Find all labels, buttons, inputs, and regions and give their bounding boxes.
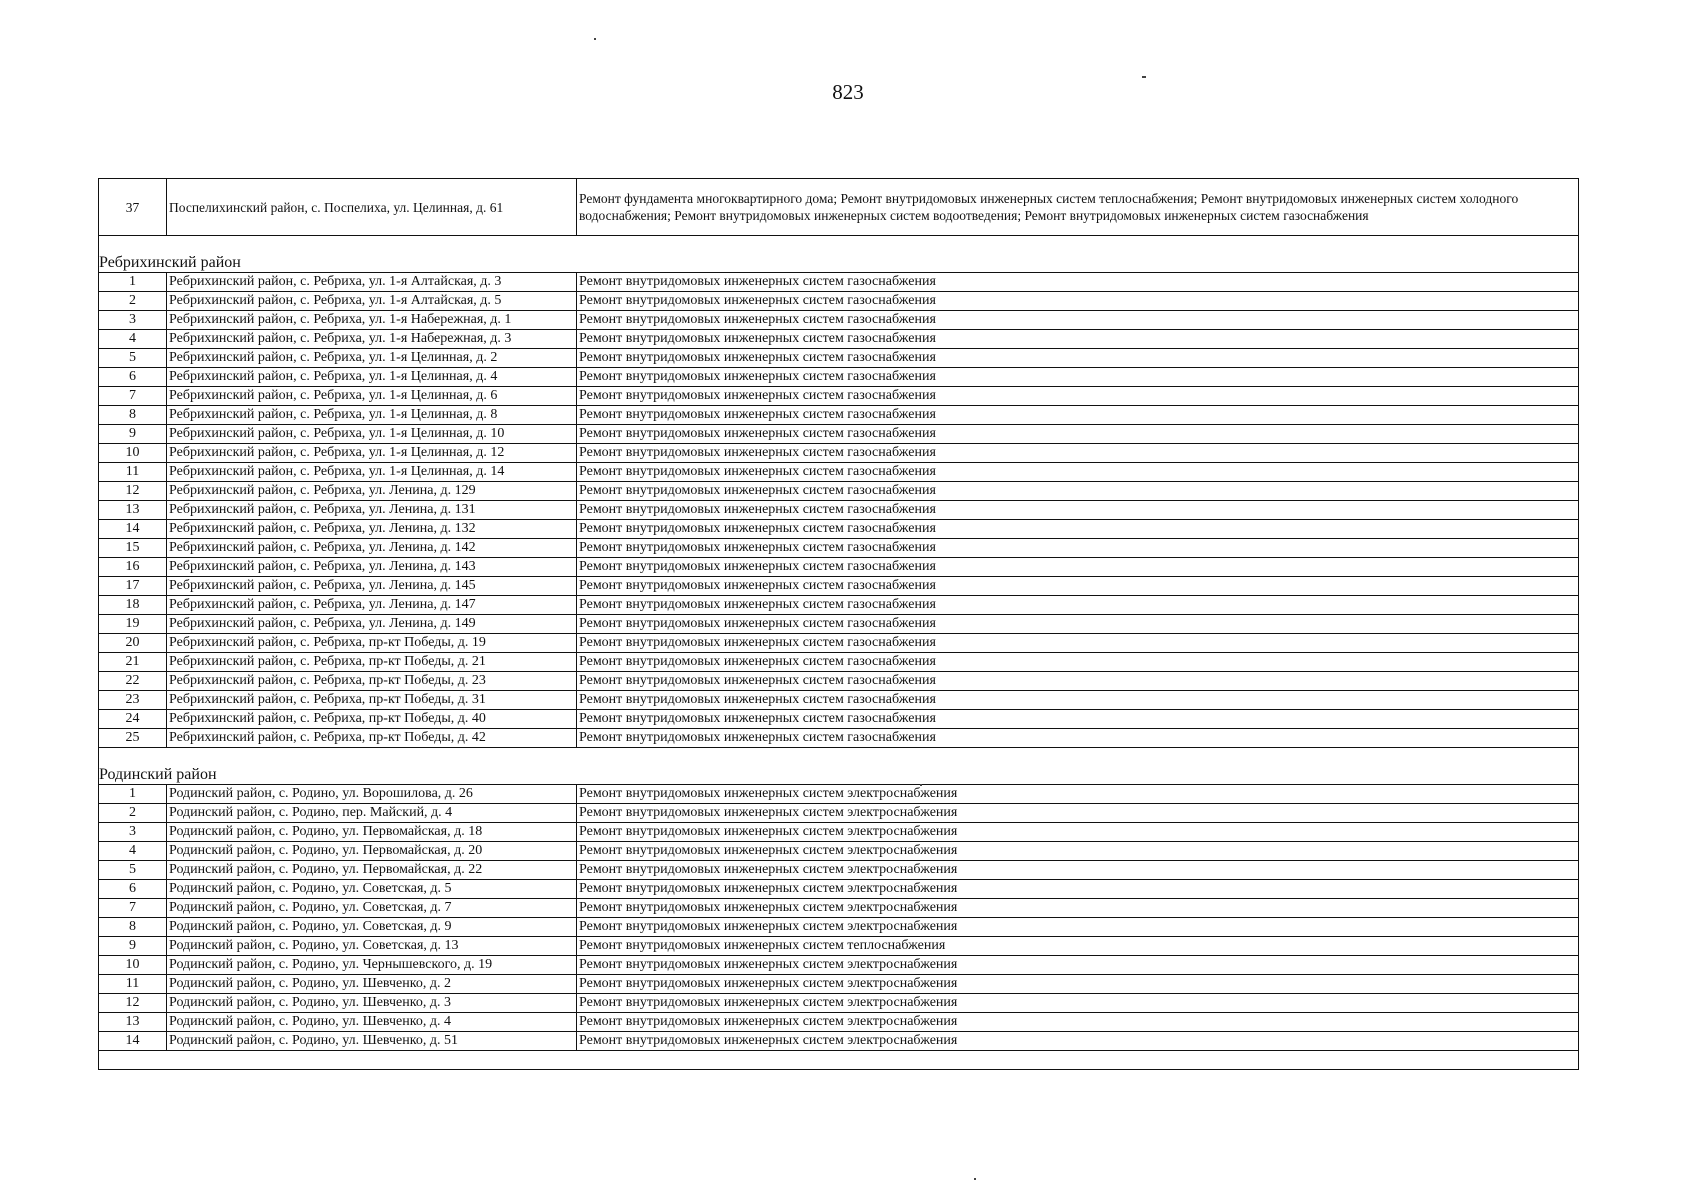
row-number: 22 <box>99 672 167 691</box>
row-address: Ребрихинский район, с. Ребриха, ул. 1-я Целинная, д. 14 <box>167 463 577 482</box>
scan-speck <box>920 784 922 786</box>
page-number: 823 <box>832 80 864 104</box>
row-number: 6 <box>99 368 167 387</box>
table-row <box>99 785 1579 804</box>
row-work: Ремонт фундамента многоквартирного дома; Ремонт внутридомовых инженерных систем теплоснабжения; Ремонт внутридомовых инженерных систем холодного водоснабжения; Ремонт внутридомовых инженерных систем водоотведения; Ремонт внутридомовых инженерных систем газоснабжения <box>577 179 1579 236</box>
row-address: Родинский район, с. Родино, ул. Первомайская, д. 18 <box>167 823 577 842</box>
table-row <box>99 880 1579 899</box>
table-row <box>99 710 1579 729</box>
row-number: 7 <box>99 899 167 918</box>
row-work: Ремонт внутридомовых инженерных систем электроснабжения <box>577 804 1579 823</box>
row-work: Ремонт внутридомовых инженерных систем электроснабжения <box>577 1032 1579 1051</box>
table-row <box>99 937 1579 956</box>
row-work: Ремонт внутридомовых инженерных систем газоснабжения <box>577 463 1579 482</box>
row-address: Ребрихинский район, с. Ребриха, ул. 1-я Целинная, д. 6 <box>167 387 577 406</box>
row-number: 23 <box>99 691 167 710</box>
row-number: 12 <box>99 482 167 501</box>
row-number: 3 <box>99 311 167 330</box>
row-work: Ремонт внутридомовых инженерных систем электроснабжения <box>577 956 1579 975</box>
row-work: Ремонт внутридомовых инженерных систем газоснабжения <box>577 558 1579 577</box>
row-work: Ремонт внутридомовых инженерных систем электроснабжения <box>577 975 1579 994</box>
row-number: 14 <box>99 1032 167 1051</box>
row-number: 11 <box>99 975 167 994</box>
scan-speck <box>974 1178 976 1180</box>
spacer-cell <box>99 748 1579 767</box>
row-number: 2 <box>99 804 167 823</box>
table-row <box>99 482 1579 501</box>
row-address: Родинский район, с. Родино, ул. Шевченко, д. 3 <box>167 994 577 1013</box>
table-row <box>99 994 1579 1013</box>
table-row <box>99 653 1579 672</box>
table-row <box>99 520 1579 539</box>
table-row <box>99 975 1579 994</box>
row-address: Ребрихинский район, с. Ребриха, ул. 1-я Целинная, д. 4 <box>167 368 577 387</box>
row-number: 37 <box>99 179 167 236</box>
row-address: Ребрихинский район, с. Ребриха, ул. 1-я Алтайская, д. 5 <box>167 292 577 311</box>
row-work: Ремонт внутридомовых инженерных систем газоснабжения <box>577 368 1579 387</box>
row-address: Ребрихинский район, с. Ребриха, ул. 1-я Целинная, д. 8 <box>167 406 577 425</box>
row-number: 16 <box>99 558 167 577</box>
table-row <box>99 615 1579 634</box>
row-number: 3 <box>99 823 167 842</box>
row-number: 18 <box>99 596 167 615</box>
row-number: 1 <box>99 273 167 292</box>
row-address: Ребрихинский район, с. Ребриха, ул. Ленина, д. 131 <box>167 501 577 520</box>
row-work: Ремонт внутридомовых инженерных систем электроснабжения <box>577 861 1579 880</box>
table-row <box>99 823 1579 842</box>
row-number: 20 <box>99 634 167 653</box>
row-work: Ремонт внутридомовых инженерных систем газоснабжения <box>577 406 1579 425</box>
row-address: Ребрихинский район, с. Ребриха, ул. Ленина, д. 149 <box>167 615 577 634</box>
row-work: Ремонт внутридомовых инженерных систем газоснабжения <box>577 710 1579 729</box>
table-end-row <box>99 1051 1579 1070</box>
table-row <box>99 292 1579 311</box>
table-row <box>99 349 1579 368</box>
table-row <box>99 596 1579 615</box>
row-work: Ремонт внутридомовых инженерных систем газоснабжения <box>577 425 1579 444</box>
row-address: Родинский район, с. Родино, ул. Советская, д. 9 <box>167 918 577 937</box>
row-work: Ремонт внутридомовых инженерных систем электроснабжения <box>577 842 1579 861</box>
row-address: Ребрихинский район, с. Ребриха, пр-кт Победы, д. 21 <box>167 653 577 672</box>
row-address: Ребрихинский район, с. Ребриха, ул. Ленина, д. 145 <box>167 577 577 596</box>
repair-table-sheet <box>98 178 1578 1070</box>
row-address: Ребрихинский район, с. Ребриха, пр-кт Победы, д. 31 <box>167 691 577 710</box>
row-number: 2 <box>99 292 167 311</box>
row-number: 25 <box>99 729 167 748</box>
row-work: Ремонт внутридомовых инженерных систем газоснабжения <box>577 691 1579 710</box>
row-address: Родинский район, с. Родино, ул. Чернышевского, д. 19 <box>167 956 577 975</box>
row-work: Ремонт внутридомовых инженерных систем газоснабжения <box>577 292 1579 311</box>
row-address: Ребрихинский район, с. Ребриха, ул. Ленина, д. 132 <box>167 520 577 539</box>
table-row <box>99 918 1579 937</box>
table-row <box>99 558 1579 577</box>
row-work: Ремонт внутридомовых инженерных систем газоснабжения <box>577 672 1579 691</box>
table-row <box>99 861 1579 880</box>
row-number: 11 <box>99 463 167 482</box>
table-row <box>99 672 1579 691</box>
table-row <box>99 691 1579 710</box>
row-work: Ремонт внутридомовых инженерных систем газоснабжения <box>577 387 1579 406</box>
district-title: Родинский район <box>99 766 1579 785</box>
section-spacer <box>99 236 1579 255</box>
row-number: 12 <box>99 994 167 1013</box>
row-work: Ремонт внутридомовых инженерных систем теплоснабжения <box>577 937 1579 956</box>
table-row <box>99 634 1579 653</box>
row-address: Ребрихинский район, с. Ребриха, ул. Ленина, д. 129 <box>167 482 577 501</box>
row-work: Ремонт внутридомовых инженерных систем газоснабжения <box>577 349 1579 368</box>
row-address: Ребрихинский район, с. Ребриха, пр-кт Победы, д. 23 <box>167 672 577 691</box>
row-address: Ребрихинский район, с. Ребриха, ул. 1-я Целинная, д. 10 <box>167 425 577 444</box>
row-number: 8 <box>99 406 167 425</box>
row-address: Родинский район, с. Родино, пер. Майский, д. 4 <box>167 804 577 823</box>
row-work: Ремонт внутридомовых инженерных систем газоснабжения <box>577 482 1579 501</box>
table-row <box>99 444 1579 463</box>
row-work: Ремонт внутридомовых инженерных систем электроснабжения <box>577 823 1579 842</box>
repair-table-body <box>99 179 1579 1070</box>
row-work: Ремонт внутридомовых инженерных систем газоснабжения <box>577 311 1579 330</box>
row-number: 24 <box>99 710 167 729</box>
row-number: 10 <box>99 956 167 975</box>
row-address: Ребрихинский район, с. Ребриха, ул. Ленина, д. 142 <box>167 539 577 558</box>
row-number: 1 <box>99 785 167 804</box>
row-number: 9 <box>99 937 167 956</box>
row-number: 14 <box>99 520 167 539</box>
row-work: Ремонт внутридомовых инженерных систем газоснабжения <box>577 577 1579 596</box>
table-row <box>99 311 1579 330</box>
repair-table <box>98 178 1579 1070</box>
table-row <box>99 368 1579 387</box>
row-number: 17 <box>99 577 167 596</box>
row-address: Поспелихинский район, с. Поспелиха, ул. Целинная, д. 61 <box>167 179 577 236</box>
district-header-row <box>99 254 1579 273</box>
row-number: 4 <box>99 842 167 861</box>
row-work: Ремонт внутридомовых инженерных систем газоснабжения <box>577 520 1579 539</box>
row-address: Родинский район, с. Родино, ул. Ворошилова, д. 26 <box>167 785 577 804</box>
row-address: Ребрихинский район, с. Ребриха, ул. Ленина, д. 143 <box>167 558 577 577</box>
row-address: Ребрихинский район, с. Ребриха, ул. 1-я Набережная, д. 1 <box>167 311 577 330</box>
row-work: Ремонт внутридомовых инженерных систем электроснабжения <box>577 899 1579 918</box>
row-work: Ремонт внутридомовых инженерных систем электроснабжения <box>577 880 1579 899</box>
row-number: 10 <box>99 444 167 463</box>
row-work: Ремонт внутридомовых инженерных систем газоснабжения <box>577 615 1579 634</box>
row-address: Родинский район, с. Родино, ул. Первомайская, д. 22 <box>167 861 577 880</box>
table-row <box>99 539 1579 558</box>
table-row <box>99 501 1579 520</box>
table-row <box>99 273 1579 292</box>
row-work: Ремонт внутридомовых инженерных систем электроснабжения <box>577 785 1579 804</box>
row-work: Ремонт внутридомовых инженерных систем электроснабжения <box>577 994 1579 1013</box>
row-address: Ребрихинский район, с. Ребриха, ул. 1-я Алтайская, д. 3 <box>167 273 577 292</box>
row-number: 7 <box>99 387 167 406</box>
row-address: Ребрихинский район, с. Ребриха, пр-кт Победы, д. 40 <box>167 710 577 729</box>
row-number: 9 <box>99 425 167 444</box>
row-address: Родинский район, с. Родино, ул. Советская, д. 7 <box>167 899 577 918</box>
row-number: 13 <box>99 501 167 520</box>
row-number: 8 <box>99 918 167 937</box>
table-row <box>99 577 1579 596</box>
row-number: 5 <box>99 861 167 880</box>
row-work: Ремонт внутридомовых инженерных систем газоснабжения <box>577 330 1579 349</box>
row-address: Родинский район, с. Родино, ул. Шевченко, д. 4 <box>167 1013 577 1032</box>
scan-speck <box>1142 76 1146 78</box>
row-address: Ребрихинский район, с. Ребриха, ул. 1-я Целинная, д. 2 <box>167 349 577 368</box>
table-row <box>99 804 1579 823</box>
district-header-row <box>99 766 1579 785</box>
row-address: Родинский район, с. Родино, ул. Шевченко, д. 51 <box>167 1032 577 1051</box>
row-address: Родинский район, с. Родино, ул. Советская, д. 13 <box>167 937 577 956</box>
row-address: Ребрихинский район, с. Ребриха, пр-кт Победы, д. 19 <box>167 634 577 653</box>
table-row <box>99 406 1579 425</box>
row-work: Ремонт внутридомовых инженерных систем газоснабжения <box>577 539 1579 558</box>
row-work: Ремонт внутридомовых инженерных систем газоснабжения <box>577 634 1579 653</box>
table-row <box>99 463 1579 482</box>
table-row <box>99 425 1579 444</box>
row-number: 19 <box>99 615 167 634</box>
row-number: 13 <box>99 1013 167 1032</box>
table-row <box>99 330 1579 349</box>
row-work: Ремонт внутридомовых инженерных систем газоснабжения <box>577 729 1579 748</box>
row-number: 15 <box>99 539 167 558</box>
row-number: 6 <box>99 880 167 899</box>
table-row <box>99 179 1579 236</box>
scan-speck <box>594 38 596 40</box>
row-work: Ремонт внутридомовых инженерных систем электроснабжения <box>577 918 1579 937</box>
row-address: Родинский район, с. Родино, ул. Первомайская, д. 20 <box>167 842 577 861</box>
table-row <box>99 729 1579 748</box>
row-work: Ремонт внутридомовых инженерных систем газоснабжения <box>577 596 1579 615</box>
table-row <box>99 956 1579 975</box>
row-number: 5 <box>99 349 167 368</box>
row-address: Родинский район, с. Родино, ул. Советская, д. 5 <box>167 880 577 899</box>
spacer-cell <box>99 236 1579 255</box>
table-row <box>99 1032 1579 1051</box>
row-work: Ремонт внутридомовых инженерных систем электроснабжения <box>577 1013 1579 1032</box>
table-row <box>99 842 1579 861</box>
row-work: Ремонт внутридомовых инженерных систем газоснабжения <box>577 501 1579 520</box>
row-number: 4 <box>99 330 167 349</box>
row-work: Ремонт внутридомовых инженерных систем газоснабжения <box>577 653 1579 672</box>
row-address: Ребрихинский район, с. Ребриха, пр-кт Победы, д. 42 <box>167 729 577 748</box>
row-work: Ремонт внутридомовых инженерных систем газоснабжения <box>577 273 1579 292</box>
row-number: 21 <box>99 653 167 672</box>
row-address: Ребрихинский район, с. Ребриха, ул. 1-я Целинная, д. 12 <box>167 444 577 463</box>
table-row <box>99 387 1579 406</box>
row-work: Ремонт внутридомовых инженерных систем газоснабжения <box>577 444 1579 463</box>
empty-cell <box>99 1051 1579 1070</box>
district-title: Ребрихинский район <box>99 254 1579 273</box>
row-address: Ребрихинский район, с. Ребриха, ул. Ленина, д. 147 <box>167 596 577 615</box>
row-address: Ребрихинский район, с. Ребриха, ул. 1-я Набережная, д. 3 <box>167 330 577 349</box>
section-spacer <box>99 748 1579 767</box>
row-address: Родинский район, с. Родино, ул. Шевченко, д. 2 <box>167 975 577 994</box>
table-row <box>99 899 1579 918</box>
table-row <box>99 1013 1579 1032</box>
